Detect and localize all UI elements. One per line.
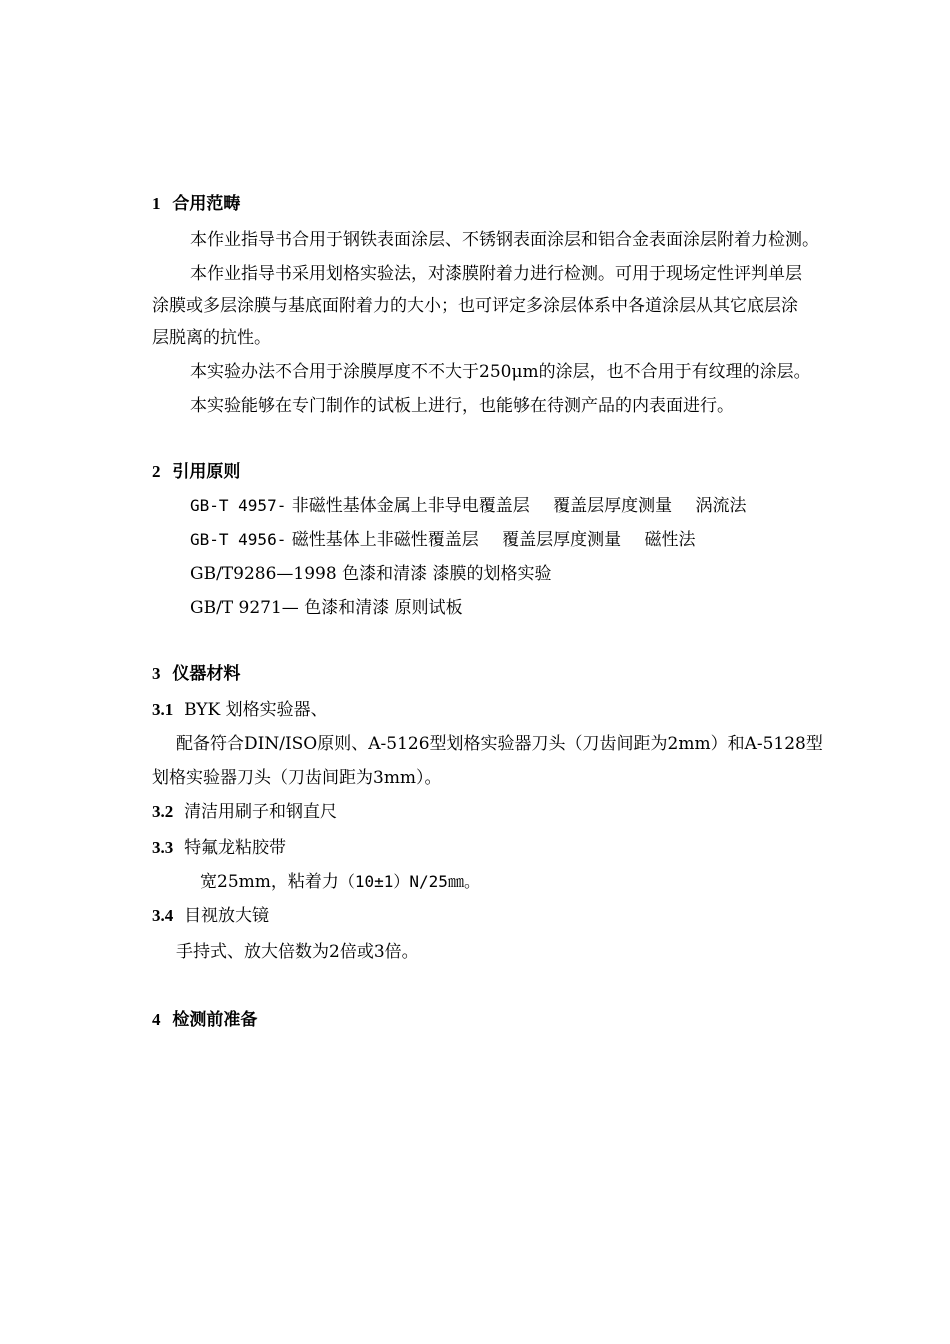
item-3-4-number: 3.4 (152, 906, 174, 925)
item-3-1-desc-line-2: 划格实验器刀头（刀齿间距为3mm）。 (152, 768, 442, 788)
section-1-title: 合用范畴 (172, 194, 241, 214)
reference-2-part-c: 磁性法 (644, 530, 696, 550)
section-1-paragraph-2-line-3: 层脱离的抗性。 (152, 328, 271, 348)
section-1-number: 1 (152, 194, 161, 213)
item-3-4 (152, 904, 269, 928)
reference-1 (190, 494, 747, 518)
section-4-heading (152, 1008, 257, 1032)
section-4-number: 4 (152, 1010, 161, 1029)
reference-2-code: GB-T 4956- (190, 530, 287, 549)
section-1-heading (152, 192, 240, 216)
item-3-1-desc-line-1: 配备符合DIN/ISO原则、A-5126型划格实验器刀头（刀齿间距为2mm）和A-5128型 (176, 734, 823, 754)
section-2-heading (152, 460, 240, 484)
reference-4: GB/T 9271— 色漆和清漆 原则试板 (190, 598, 463, 618)
item-3-3-desc (200, 870, 480, 894)
item-3-3-desc-a: 宽25mm，粘着力 (200, 872, 339, 892)
reference-1-part-a: 非磁性基体金属上非导电覆盖层 (291, 496, 530, 516)
reference-1-part-c: 涡流法 (695, 496, 747, 516)
item-3-1-title: BYK 划格实验器、 (184, 700, 328, 720)
item-3-2-title: 清洁用刷子和钢直尺 (184, 802, 338, 822)
item-3-1 (152, 698, 328, 722)
section-1-paragraph-2-line-2: 涂膜或多层涂膜与基底面附着力的大小；也可评定多涂层体系中各道涂层从其它底层涂 (152, 296, 798, 316)
item-3-3-number: 3.3 (152, 838, 174, 857)
item-3-4-desc: 手持式、放大倍数为2倍或3倍。 (176, 942, 419, 962)
section-1-paragraph-3: 本实验办法不合用于涂膜厚度不不大于250μm的涂层，也不合用于有纹理的涂层。 (190, 362, 811, 382)
item-3-2 (152, 800, 337, 824)
reference-2-part-a: 磁性基体上非磁性覆盖层 (291, 530, 479, 550)
reference-2-part-b: 覆盖层厚度测量 (502, 530, 622, 550)
section-1-paragraph-2-line-1: 本作业指导书采用划格实验法，对漆膜附着力进行检测。可用于现场定性评判单层 (190, 264, 802, 284)
section-2-number: 2 (152, 462, 161, 481)
item-3-3-title: 特氟龙粘胶带 (184, 838, 287, 858)
item-3-1-number: 3.1 (152, 700, 174, 719)
item-3-4-title: 目视放大镜 (184, 906, 270, 926)
reference-1-part-b: 覆盖层厚度测量 (553, 496, 673, 516)
section-3-title: 仪器材料 (172, 664, 241, 684)
section-3-number: 3 (152, 664, 161, 683)
section-2-title: 引用原则 (172, 462, 241, 482)
reference-2 (190, 528, 696, 552)
section-1-paragraph-1: 本作业指导书合用于钢铁表面涂层、不锈钢表面涂层和铝合金表面涂层附着力检测。 (190, 230, 819, 250)
reference-1-code: GB-T 4957- (190, 496, 287, 515)
section-4-title: 检测前准备 (172, 1010, 258, 1030)
item-3-2-number: 3.2 (152, 802, 174, 821)
section-1-paragraph-4: 本实验能够在专门制作的试板上进行，也能够在待测产品的内表面进行。 (190, 396, 734, 416)
section-3-heading (152, 662, 240, 686)
reference-3: GB/T9286—1998 色漆和清漆 漆膜的划格实验 (190, 564, 552, 584)
item-3-3 (152, 836, 286, 860)
item-3-3-desc-b: （10±1）N/25㎜。 (338, 872, 480, 891)
